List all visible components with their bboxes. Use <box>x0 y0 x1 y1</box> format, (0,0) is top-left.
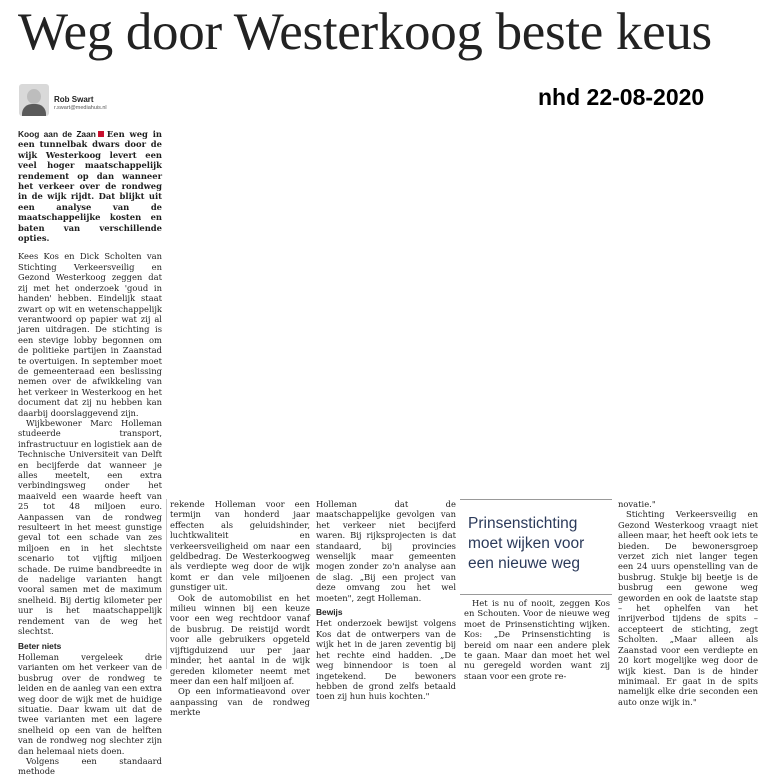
column-3 <box>316 499 456 702</box>
subhead-beter-niets: Beter niets <box>18 640 62 651</box>
column-2 <box>170 499 310 718</box>
body-paragraph: Volgens een standaard methode <box>18 755 162 777</box>
dateline: Koog aan de Zaan <box>18 129 96 139</box>
lead-paragraph: Een weg in een tunnelbak dwars door de wijk Westerkoog levert een veel hoger maatschappelijk rendement op dan wanneer het verkeer over de rondweg in de wijk rijdt. Dat blijkt uit een analyse van de maatschappelijke kosten en baten van verschillende opties. <box>18 129 162 244</box>
author-email: r.swart@mediahuis.nl <box>54 105 107 111</box>
byline <box>54 95 107 113</box>
body-paragraph: Het onderzoek bewijst volgens Kos dat de ontwerpers van de wijk het in de jaren zeventig bij het rechte eind hadden. „De weg binnendoor is toen al ingetekend. De bewoners hebben de grond zelfs betaald toen zij hun huis kochten." <box>316 618 456 702</box>
body-paragraph: Het is nu of nooit, zeggen Kos en Schouten. Voor de nieuwe weg moet de Prinsenstichting wijken. Kos: „De Prinsenstichting is bereid om naar een andere plek te gaan. Maar dan moet het wel nu geregeld worden want zij staan voor een grote re- <box>464 598 610 681</box>
body-paragraph: Stichting Verkeersveilig en Gezond Westerkoog vraagt niet alleen maar, het heeft ook iets te bieden. De bewonersgroep verzet zich niet langer tegen een 24 uurs openstelling van de busbrug. Stukje bij beetje is de busbrug een gewone weg geworden en ook de laatste stap – het ophelfen van het inrijverbod tijdens de spits – accepteert de stichting, zegt Scholten. „Maar alleen als Zaanstad voor een verdiepte en 20 kort mogelijke weg door de wijk kiest. Dan is de hinder minimaal. Er gaat in de spits namelijk elke drie seconden een auto onze wijk in." <box>618 509 758 707</box>
headline: Weg door Westerkoog beste keus <box>18 3 712 61</box>
date-stamp: nhd 22-08-2020 <box>538 84 705 110</box>
column-4 <box>464 598 610 681</box>
body-paragraph: Ook de automobilist en het milieu winnen bij een keuze voor een weg rechtdoor vanaf de busbrug. De reistijd wordt voor alle gebruikers opgeteld vijftigduizend uur per jaar minder, het aantal in de wijk gereden kilometer neemt met meer dan een half miljoen af. <box>170 592 310 686</box>
body-paragraph: rekende Holleman voor een termijn van honderd jaar effecten als geluidshinder, luchtkwaliteit en verkeersveiligheid om naar een geldbedrag. De Westerkoogweg als verdiepte weg door de wijk komt er dan vele miljoenen gunstiger uit. <box>170 499 310 593</box>
body-paragraph: novatie." <box>618 499 656 509</box>
pull-quote-box <box>460 499 612 595</box>
column-5 <box>618 499 758 707</box>
pull-quote: Prinsenstichting moet wijken voor een nieuwe weg <box>468 515 585 572</box>
author-photo <box>19 84 49 116</box>
body-paragraph: Holleman dat de maatschappelijke gevolgen van het verkeer niet becijferd waren. Bij rijksprojecten is dat standaard, bij provincies wenselijk maar gemeenten mogen zonder zo'n analyse aan de slag. „Bij een project van deze omvang zou het wel moeten", zegt Holleman. <box>316 499 456 603</box>
column-divider <box>166 499 167 669</box>
body-paragraph: Wijkbewoner Marc Holleman studeerde transport, infrastructuur en logistiek aan de Technische Universiteit van Delft en becijferde dat wanneer je alles meetelt, een extra verbindingsweg onder het maaiveld een waarde heeft van 25 tot 48 miljoen euro. Aanpassen van de rondweg resulteert in het meest gunstige geval tot een schade van zes miljoen en in het slechtste scenario tot vijftig miljoen schade. De ruime bandbreedte in de nadelige varianten hangt vooral samen met de maximum snelheid. Bij dertig kilometer per uur is het maatschappelijk rendement van de weg het slechtst. <box>18 417 162 637</box>
author-name: Rob Swart <box>54 95 94 104</box>
body-paragraph: Op een informatieavond over aanpassing van de rondweg merkte <box>170 686 310 718</box>
body-paragraph: Kees Kos en Dick Scholten van Stichting Verkeersveilig en Gezond Westerkoog zeggen dat zij met het onderzoek 'goud in handen' hebben. Eindelijk staat zwart op wit en wetenschappelijk verantwoord op papier wat zij al jaren uitdragen. De stichting is een stevige lobby begonnen om de politieke partijen in Zaanstad te overtuigen. In september moet de gemeenteraad een beslissing nemen over de afwikkeling van het verkeer in Westerkoog en het document dat zij nu hebben kan daarbij doorslaggevend zijn. <box>18 251 162 418</box>
dateline-marker <box>98 131 104 137</box>
column-1 <box>18 129 162 777</box>
subhead-bewijs: Bewijs <box>316 607 343 618</box>
body-paragraph: Holleman vergeleek drie varianten om het verkeer van de busbrug over de rondweg te leiden en de aanleg van een extra weg door de wijk met de huidige situatie. Daar kwam uit dat de twee varianten met een lagere snelheid op een van de helften van de rondweg nog slechter zijn dan helemaal niets doen. <box>18 651 162 756</box>
